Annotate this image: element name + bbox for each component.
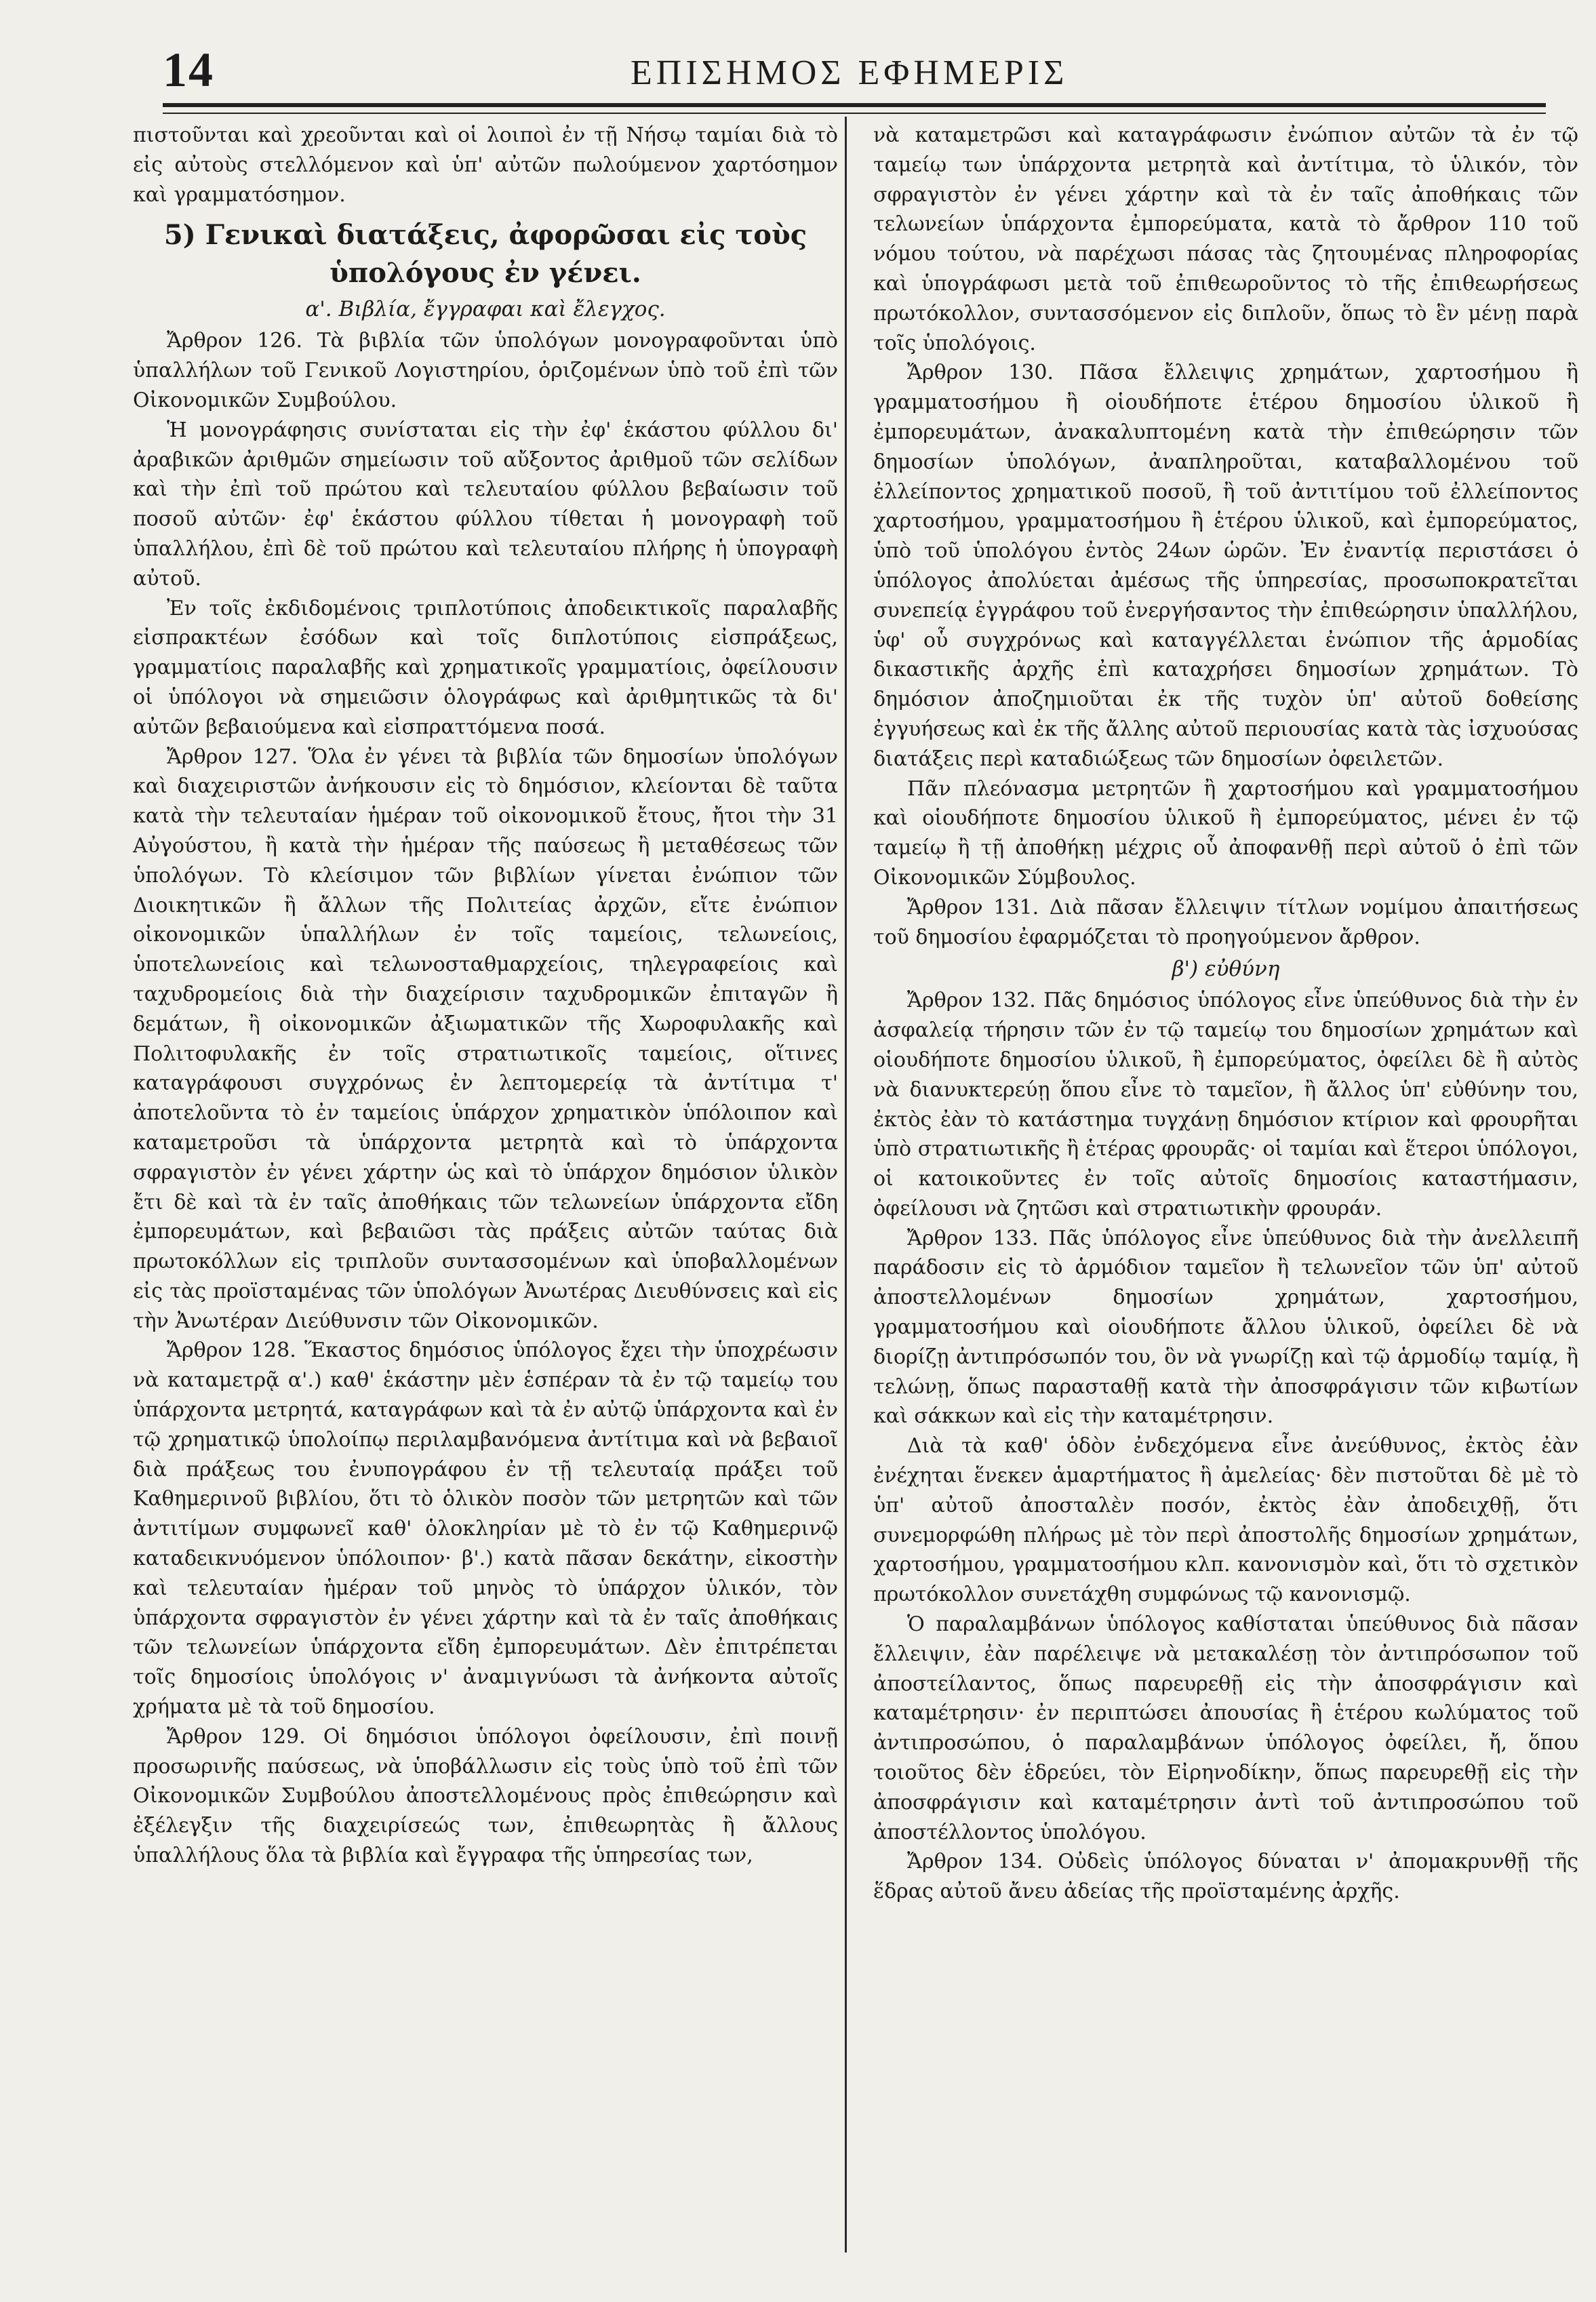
article-132: Ἄρθρον 132. Πᾶς δημόσιος ὑπόλογος εἶνε ὑπεύθυνος διὰ τὴν ἐν ἀσφαλείᾳ τήρησιν τῶν ἐν τῷ ταμείῳ του δημοσίων χρημάτων καὶ οἱουδήποτε δημοσίου ὑλικοῦ, ἢ ἐμπορεύματος, ὀφείλει δὲ ἢ αὐτὸς νὰ διανυκτερεύῃ ὅπου εἶνε τὸ ταμεῖον, ἢ ἄλλος ὑπ' εὐθύνην του, ἐκτὸς ἐὰν τὸ κατάστημα τυγχάνῃ δημόσιον κτίριον καὶ φρουρῆται ὑπὸ στρατιωτικῆς ἢ ἑτέρας φρουρᾶς· οἱ ταμίαι καὶ ἕτεροι ὑπόλογοι, οἱ κατοικοῦντες ἐν τοῖς αὐτοῖς δημοσίοις καταστήμασιν, ὀφείλουσι νὰ ζητῶσι καὶ στρατιωτικὴν φρουράν. — [873, 989, 1578, 1221]
article-126: Ἄρθρον 126. Τὰ βιβλία τῶν ὑπολόγων μονογραφοῦνται ὑπὸ ὑπαλλήλων τοῦ Γενικοῦ Λογιστηρίου, ὁριζομένων ὑπὸ τοῦ ἐπὶ τῶν Οἰκονομικῶν Συμβούλου. — [133, 329, 838, 412]
article-129-continued: νὰ καταμετρῶσι καὶ καταγράφωσιν ἐνώπιον αὐτῶν τὰ ἐν τῷ ταμείῳ των ὑπάρχοντα μετρητὰ καὶ ἀντίτιμα, τὸ ὑλικόν, τὸν σφραγιστὸν ἐν γένει χάρτην καὶ τὰ ἐν ταῖς ἀποθήκαις τῶν τελωνείων ὑπάρχοντα ἐμπορεύματα, κατὰ τὸ ἄρθρον 110 τοῦ νόμου τούτου, νὰ παρέχωσι πάσας τὰς ζητουμένας πληροφορίας καὶ ὑπογράφωσι μετὰ τοῦ ἐπιθεωροῦντος τὸ τῆς ἐπιθεωρήσεως πρωτόκολλον, συντασσόμενον εἰς διπλοῦν, ὅπως τὸ ἓν μένῃ παρὰ τοῖς ὑπολόγοις. — [873, 123, 1578, 355]
column-divider — [845, 117, 847, 2253]
article-130-para-2: Πᾶν πλεόνασμα μετρητῶν ἢ χαρτοσήμου καὶ γραμματοσήμου καὶ οἱουδήποτε δημοσίου ὑλικοῦ ἢ ἐμπορεύματος, μένει ἐν τῷ ταμείῳ ἢ τῇ ἀποθήκῃ μέχρις οὗ ἀποφανθῇ περὶ αὐτοῦ ὁ ἐπὶ τῶν Οἰκονομικῶν Σύμβουλος. — [873, 776, 1578, 890]
article-126-para-3: Ἐν τοῖς ἐκδιδομένοις τριπλοτύποις ἀποδεικτικοῖς παραλαβῆς εἰσπρακτέων ἐσόδων καὶ τοῖς διπλοτύποις εἰσπράξεως, γραμματίοις παραλαβῆς καὶ χρηματικοῖς γραμματίοις, ὀφείλουσιν οἱ ὑπόλογοι νὰ σημειῶσιν ὁλογράφως καὶ ἀριθμητικῶς τὰ δι' αὐτῶν βεβαιούμενα καὶ εἰσπραττόμενα ποσά. — [133, 596, 838, 739]
article-131: Ἄρθρον 131. Διὰ πᾶσαν ἔλλειψιν τίτλων νομίμου ἀπαιτήσεως τοῦ δημοσίου ἐφαρμόζεται τὸ προηγούμενον ἄρθρον. — [873, 895, 1578, 949]
right-column — [873, 121, 1578, 1907]
section-heading: 5) Γενικαὶ διατάξεις, ἀφορῶσαι εἰς τοὺς ὑπολόγους ἐν γένει. — [163, 219, 807, 290]
page-number: 14 — [163, 43, 214, 97]
article-127: Ἄρθρον 127. Ὅλα ἐν γένει τὰ βιβλία τῶν δημοσίων ὑπολόγων καὶ διαχειριστῶν ἀνήκουσιν εἰς τὸ δημόσιον, κλείονται δὲ ταῦτα κατὰ τὴν τελευταίαν ἡμέραν τοῦ οἰκονομικοῦ ἔτους, ἤτοι τὴν 31 Αὐγούστου, ἢ κατὰ τὴν ἡμέραν τῆς παύσεως ἢ μεταθέσεως τῶν ὑπολόγων. Τὸ κλείσιμον τῶν βιβλίων γίνεται ἐνώπιον τῶν Διοικητικῶν ἢ ἄλλων τῆς Πολιτείας ἀρχῶν, εἴτε ἐνώπιον οἰκονομικῶν ὑπαλλήλων ἐν τοῖς ταμείοις, τελωνείοις, ὑποτελωνείοις καὶ τελωνοσταθμαρχείοις, τηλεγραφείοις καὶ ταχυδρομείοις διὰ τὴν διαχείρισιν ταχυδρομικῶν ἐπιταγῶν ἢ δεμάτων, ἢ οἰκονομικῶν ἀξιωματικῶν τῆς Χωροφυλακῆς καὶ Πολιτοφυλακῆς ἐν τοῖς στρατιωτικοῖς ταμείοις, οἵτινες καταγράφουσι συγχρόνως ἐν λεπτομερείᾳ τὰ ἀντίτιμα τ' ἀποτελοῦντα τὸ ἐν ταμείοις ὑπάρχον χρηματικὸν ὑπόλοιπον καὶ καταμετροῦσι τὰ ὑπάρχοντα μετρητὰ καὶ τὸ ὑπάρχοντα σφραγιστὸν ἐν γένει χάρτην ὡς καὶ τὸ ὑπάρχον δημόσιον ὑλικὸν ἔτι δὲ καὶ τὰ ἐν ταῖς ἀποθήκαις τῶν τελωνείων ὑπάρχοντα εἴδη ἐμπορευμάτων, καὶ βεβαιῶσι τὰς πράξεις αὐτῶν ταύτας διὰ πρωτοκόλλων εἰς τριπλοῦν συντασσομένων καὶ ὑποβαλλομένων εἰς τὰς προϊσταμένας τῶν ὑπολόγων Ἀνωτέρας Διευθύνσεις καὶ εἰς τὴν Ἀνωτέραν Διεύθυνσιν τῶν Οἰκονομικῶν. — [133, 745, 838, 1333]
article-134: Ἄρθρον 134. Οὐδεὶς ὑπόλογος δύναται ν' ἀπομακρυνθῇ τῆς ἕδρας αὐτοῦ ἄνευ ἀδείας τῆς προϊσταμένης ἀρχῆς. — [873, 1850, 1578, 1904]
left-column — [133, 121, 838, 1871]
header-rule-thin — [163, 113, 1546, 114]
subheading-liability: β') εὐθύνη — [1172, 957, 1280, 982]
running-head-title: ΕΠΙΣΗΜΟΣ ΕΦΗΜΕΡΙΣ — [631, 54, 1069, 92]
article-128: Ἄρθρον 128. Ἕκαστος δημόσιος ὑπόλογος ἔχει τὴν ὑποχρέωσιν νὰ καταμετρᾷ α'.) καθ' ἑκάστην μὲν ἑσπέραν τὰ ἐν τῷ ταμείῳ του ὑπάρχοντα μετρητά, καταγράφων καὶ τὰ ἐν αὐτῷ ὑπάρχοντα καὶ ἐν τῷ χρηματικῷ ὑπολοίπῳ περιλαμβανόμενα ἀντίτιμα καὶ νὰ βεβαιοῖ διὰ πράξεως του ἐνυπογράφου ἐν τῇ τελευταίᾳ πράξει τοῦ Καθημερινοῦ βιβλίου, ὅτι τὸ ὁλικὸν ποσὸν τῶν μετρητῶν καὶ τῶν ἀντιτίμων συμφωνεῖ καθ' ὁλοκληρίαν μὲ τὸ ἐν τῷ Καθημερινῷ καταδεικνυόμενον ὑπόλοιπον· β'.) κατὰ πᾶσαν δεκάτην, εἰκοστὴν καὶ τελευταίαν ἡμέραν τοῦ μηνὸς τὸ ὑπάρχον ὑλικόν, τὸν ὑπάρχοντα σφραγιστὸν ἐν γένει χάρτην καὶ τὰ ἐν ταῖς ἀποθήκαις τῶν τελωνείων ὑπάρχοντα εἴδη ἐμπορευμάτων. Δὲν ἐπιτρέπεται τοῖς δημοσίοις ὑπολόγοις ν' ἀναμιγνύωσι τὰ ἀνήκοντα αὐτοῖς χρήματα μὲ τὰ τοῦ δημοσίου. — [133, 1338, 838, 1720]
paragraph-intro: πιστοῦνται καὶ χρεοῦνται καὶ οἱ λοιποὶ ἐν τῇ Νήσῳ ταμίαι διὰ τὸ εἰς αὐτοὺς στελλόμενον καὶ ὑπ' αὐτῶν πωλούμενον χαρτόσημον καὶ γραμματόσημον. — [133, 123, 838, 207]
article-126-para-2: Ἡ μονογράφησις συνίσταται εἰς τὴν ἐφ' ἑκάστου φύλλου δι' ἀραβικῶν ἀριθμῶν σημείωσιν τοῦ αὔξοντος ἀριθμοῦ τῶν σελίδων καὶ τὴν ἐπὶ τοῦ πρώτου καὶ τελευταίου φύλλου βεβαίωσιν τοῦ ποσοῦ αὐτῶν· ἐφ' ἑκάστου φύλλου τίθεται ἡ μονογραφὴ τοῦ ὑπαλλήλου, ἐπὶ δὲ τοῦ πρώτου καὶ τελευταίου πλήρης ἡ ὑπογραφὴ αὐτοῦ. — [133, 418, 838, 591]
article-133-para-3: Ὁ παραλαμβάνων ὑπόλογος καθίσταται ὑπεύθυνος διὰ πᾶσαν ἔλλειψιν, ἐὰν παρέλειψε νὰ μετακαλέσῃ τὸν ἀντιπρόσωπον τοῦ ἀποστείλαντος, ὅπως παρευρεθῇ εἰς τὴν ἀποσφράγισιν καὶ καταμέτρησιν· ἐν περιπτώσει ἀπουσίας ἢ ἑτέρου κωλύματος τοῦ ἀντιπροσώπου, ὁ παραλαμβάνων ὑπόλογος ὀφείλει, ἤ, ὅπου τοιοῦτος δὲν ἑδρεύει, τὸν Εἰρηνοδίκην, ὅπως παρευρεθῇ εἰς τὴν ἀποσφράγισιν καὶ καταμέτρησιν ἀντὶ τοῦ ἀντιπροσώπου τοῦ ἀποστέλλοντος ὑπολόγου. — [873, 1612, 1578, 1844]
article-133: Ἄρθρον 133. Πᾶς ὑπόλογος εἶνε ὑπεύθυνος διὰ τὴν ἀνελλειπῆ παράδοσιν εἰς τὸ ἁρμόδιον ταμεῖον ἢ τελωνεῖον τῶν ὑπ' αὐτοῦ ἀποστελλομένων δημοσίων χρημάτων, χαρτοσήμου, γραμματοσήμου καὶ οἱουδήποτε ἄλλου ὑλικοῦ, ὀφείλει δὲ νὰ διορίζῃ ἀντιπρόσωπόν του, ὃν νὰ γνωρίζῃ καὶ τῷ ἁρμοδίῳ ταμίᾳ, ἢ τελώνῃ, ὅπως παρασταθῇ κατὰ τὴν ἀποσφράγισιν τῶν κιβωτίων καὶ σάκκων καὶ εἰς τὴν καταμέτρησιν. — [873, 1226, 1578, 1429]
header-rule-thick — [163, 103, 1546, 107]
article-130: Ἄρθρον 130. Πᾶσα ἔλλειψις χρημάτων, χαρτοσήμου ἢ γραμματοσήμου ἢ οἱουδήποτε ἑτέρου δημοσίου ὑλικοῦ ἢ ἐμπορευμάτων, ἀνακαλυπτομένη κατὰ τὴν ἐπιθεώρησιν τῶν δημοσίων ὑπολόγων, ἀναπληροῦται, καταβαλλομένου τοῦ ἐλλείποντος χρηματικοῦ ποσοῦ, ἢ τοῦ ἀντιτίμου τοῦ ἐλλείποντος χαρτοσήμου, γραμματοσήμου ἢ ἑτέρου ὑλικοῦ, καὶ ἐμπορεύματος, ὑπὸ τοῦ ὑπολόγου ἐντὸς 24ων ὡρῶν. Ἐν ἐναντίᾳ περιστάσει ὁ ὑπόλογος ἀπολύεται ἀμέσως τῆς ὑπηρεσίας, προσωποκρατεῖται συνεπείᾳ ἐγγράφου τοῦ ἐνεργήσαντος τὴν ἐπιθεώρησιν ὑπαλλήλου, ὑφ' οὗ συγχρόνως καὶ καταγγέλλεται ἐνώπιον τῆς ἁρμοδίας δικαστικῆς ἀρχῆς ἐπὶ καταχρήσει δημοσίων χρημάτων. Τὸ δημόσιον ἀποζημιοῦται ἐκ τῆς τυχὸν ὑπ' αὐτοῦ δοθείσης ἐγγυήσεως καὶ ἐκ τῆς ἄλλης αὐτοῦ περιουσίας κατὰ τὰς ἰσχυούσας διατάξεις περὶ καταδιώξεως τῶν δημοσίων ὀφειλετῶν. — [873, 361, 1578, 771]
subheading-books: α'. Βιβλία, ἔγγραφαι καὶ ἔλεγχος. — [305, 297, 666, 322]
article-129: Ἄρθρον 129. Οἱ δημόσιοι ὑπόλογοι ὀφείλουσιν, ἐπὶ ποινῇ προσωρινῆς παύσεως, νὰ ὑποβάλλωσιν εἰς τοὺς ὑπὸ τοῦ ἐπὶ τῶν Οἰκονομικῶν Συμβούλου ἀποστελλομένους πρὸς ἐπιθεώρησιν καὶ ἐξέλεγξιν τῆς διαχειρίσεώς των, ἐπιθεωρητὰς ἢ ἄλλους ὑπαλλήλους ὅλα τὰ βιβλία καὶ ἔγγραφα τῆς ὑπηρεσίας των, — [133, 1724, 838, 1868]
article-133-para-2: Διὰ τὰ καθ' ὁδὸν ἐνδεχόμενα εἶνε ἀνεύθυνος, ἐκτὸς ἐὰν ἐνέχηται ἕνεκεν ἁμαρτήματος ἢ ἀμελείας· δὲν πιστοῦται δὲ μὲ τὸ ὑπ' αὐτοῦ ἀποσταλὲν ποσόν, ἐκτὸς ἐὰν ἀποδειχθῇ, ὅτι συνεμορφώθη πλήρως μὲ τὸν περὶ ἀποστολῆς δημοσίων χρημάτων, χαρτοσήμου, γραμματοσήμου κλπ. κανονισμὸν καὶ, ὅτι τὸ σχετικὸν πρωτόκολλον συνετάχθη συμφώνως τῷ κανονισμῷ. — [873, 1434, 1578, 1607]
